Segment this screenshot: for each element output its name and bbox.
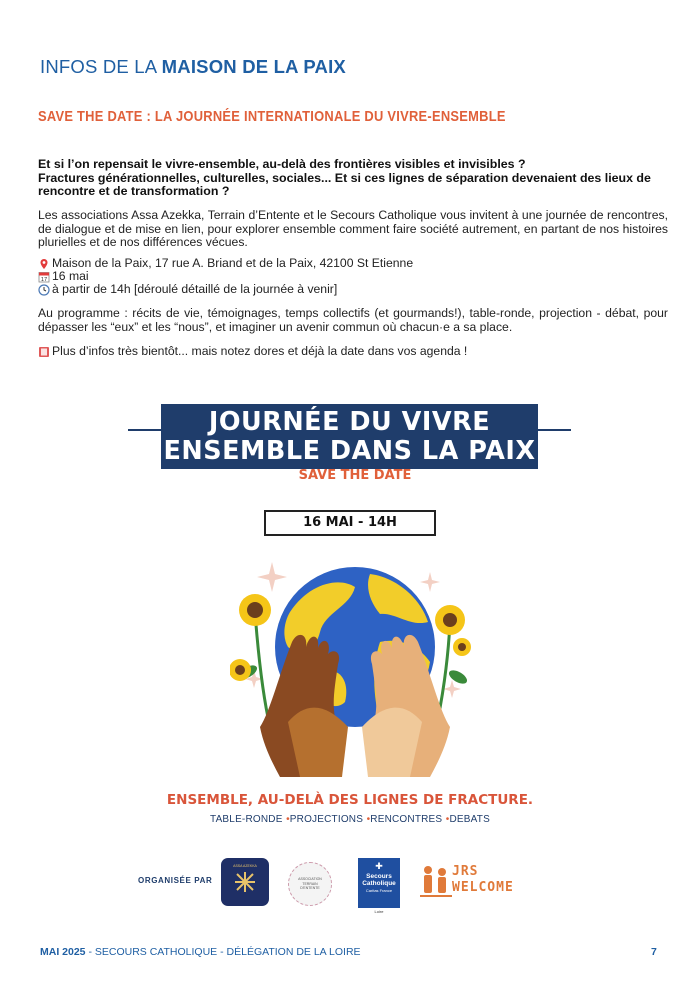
svg-text:17: 17 [40, 276, 48, 283]
left-sunflower-icon [230, 594, 271, 727]
poster-title [161, 404, 538, 469]
page-header [40, 56, 346, 78]
secours-logo-text [358, 873, 400, 894]
secours-cross-icon: ✚ [375, 861, 383, 871]
poster-save-the-date: SAVE THE DATE [298, 468, 412, 483]
jrs-logo-text: JRS [452, 864, 479, 879]
date-text: 16 mai [52, 269, 89, 283]
tag-label: PROJECTIONS [289, 814, 364, 825]
tag-projections: •PROJECTIONS [286, 814, 364, 825]
place-text: Maison de la Paix, 17 rue A. Briand et de la Paix, 42100 St Etienne [52, 256, 414, 270]
tag-rencontres: •RENCONTRES [366, 814, 443, 825]
terrain-entente-logo-text: ASSOCIATION TERRAIN D'ENTENTE [298, 877, 322, 890]
organised-by-label: ORGANISÉE PAR [138, 876, 213, 885]
globe-hands-illustration [230, 552, 480, 784]
time-text: à partir de 14h [déroulé détaillé de la journée à venir] [52, 282, 338, 296]
footer-text: - SECOURS CATHOLIQUE - DÉLÉGATION DE LA LOIRE [85, 946, 361, 958]
tag-label: DEBATS [449, 814, 490, 825]
poster-title-line-2: ENSEMBLE DANS LA PAIX [163, 436, 536, 466]
assa-azekka-symbol-icon [221, 858, 269, 906]
secours-catholique-logo [358, 858, 400, 914]
secours-logo-line-1: Secours [366, 873, 392, 880]
welcome-logo-text: WELCOME [452, 880, 514, 895]
note-line [38, 345, 467, 359]
paragraph-programme: Au programme : récits de vie, témoignages, temps collectifs (et gourmands!), table-ronde, projection - débat, pour dépasser les “eux” et les “nous”, et imaginer un avenir commun où chacun·e a sa place. [38, 306, 668, 334]
assa-azekka-logo [221, 858, 269, 906]
tag-debats: •DEBATS [445, 814, 490, 825]
intro-text [38, 158, 668, 199]
note-text: Plus d’infos très bientôt... mais notez dores et déjà la date dans vos agenda ! [52, 344, 468, 358]
header-bold: MAISON DE LA PAIX [161, 56, 346, 77]
jrs-welcome-logo [418, 862, 530, 900]
pin-icon [38, 258, 50, 270]
assa-azekka-logo-text: ASSA AZEKKA [233, 864, 257, 868]
page-footer [40, 946, 361, 958]
terrain-entente-logo [288, 862, 332, 906]
poster-tags [210, 814, 490, 825]
secours-logo-line-2: Catholique [362, 880, 396, 887]
detail-place [38, 257, 413, 271]
book-icon [38, 346, 50, 358]
poster-date-box: 16 MAI - 14H [264, 510, 436, 536]
paragraph-invitation: Les associations Assa Azekka, Terrain d’Entente et le Secours Catholique vous invitent à une journée de rencontres, de dialogue et de mise en lien, pour explorer ensemble comment faire société autrement, en partant de nos histoires plurielles et de nos différences vécues. [38, 208, 668, 249]
banner-line-right [537, 429, 571, 431]
poster-title-line-1: JOURNÉE DU VIVRE [208, 407, 491, 437]
tag-label: RENCONTRES [370, 814, 443, 825]
detail-time [38, 283, 337, 297]
tag-table-ronde [210, 814, 283, 825]
header-prefix: INFOS DE LA [40, 56, 162, 77]
secours-logo-line-3: Caritas France [365, 888, 393, 893]
calendar-icon [38, 271, 50, 283]
footer-date: MAI 2025 [40, 946, 86, 958]
secours-logo-line-4: Loire [374, 909, 384, 914]
jrs-people-icon [418, 862, 456, 900]
clock-icon [38, 284, 50, 296]
page-number: 7 [651, 946, 657, 958]
banner-line-left [128, 429, 162, 431]
poster-tagline: ENSEMBLE, AU-DELÀ DES LIGNES DE FRACTURE. [166, 792, 534, 808]
tag-label: TABLE-RONDE [210, 814, 283, 825]
article-subhead: SAVE THE DATE : LA JOURNÉE INTERNATIONALE DU VIVRE-ENSEMBLE [38, 108, 506, 125]
intro-line-1: Et si l’on repensait le vivre-ensemble, au-delà des frontières visibles et invisibles ? [38, 157, 526, 171]
intro-line-2: Fractures générationnelles, culturelles, sociales... Et si ces lignes de séparation devenaient des lieux de rencontre et de transformation ? [38, 170, 651, 198]
